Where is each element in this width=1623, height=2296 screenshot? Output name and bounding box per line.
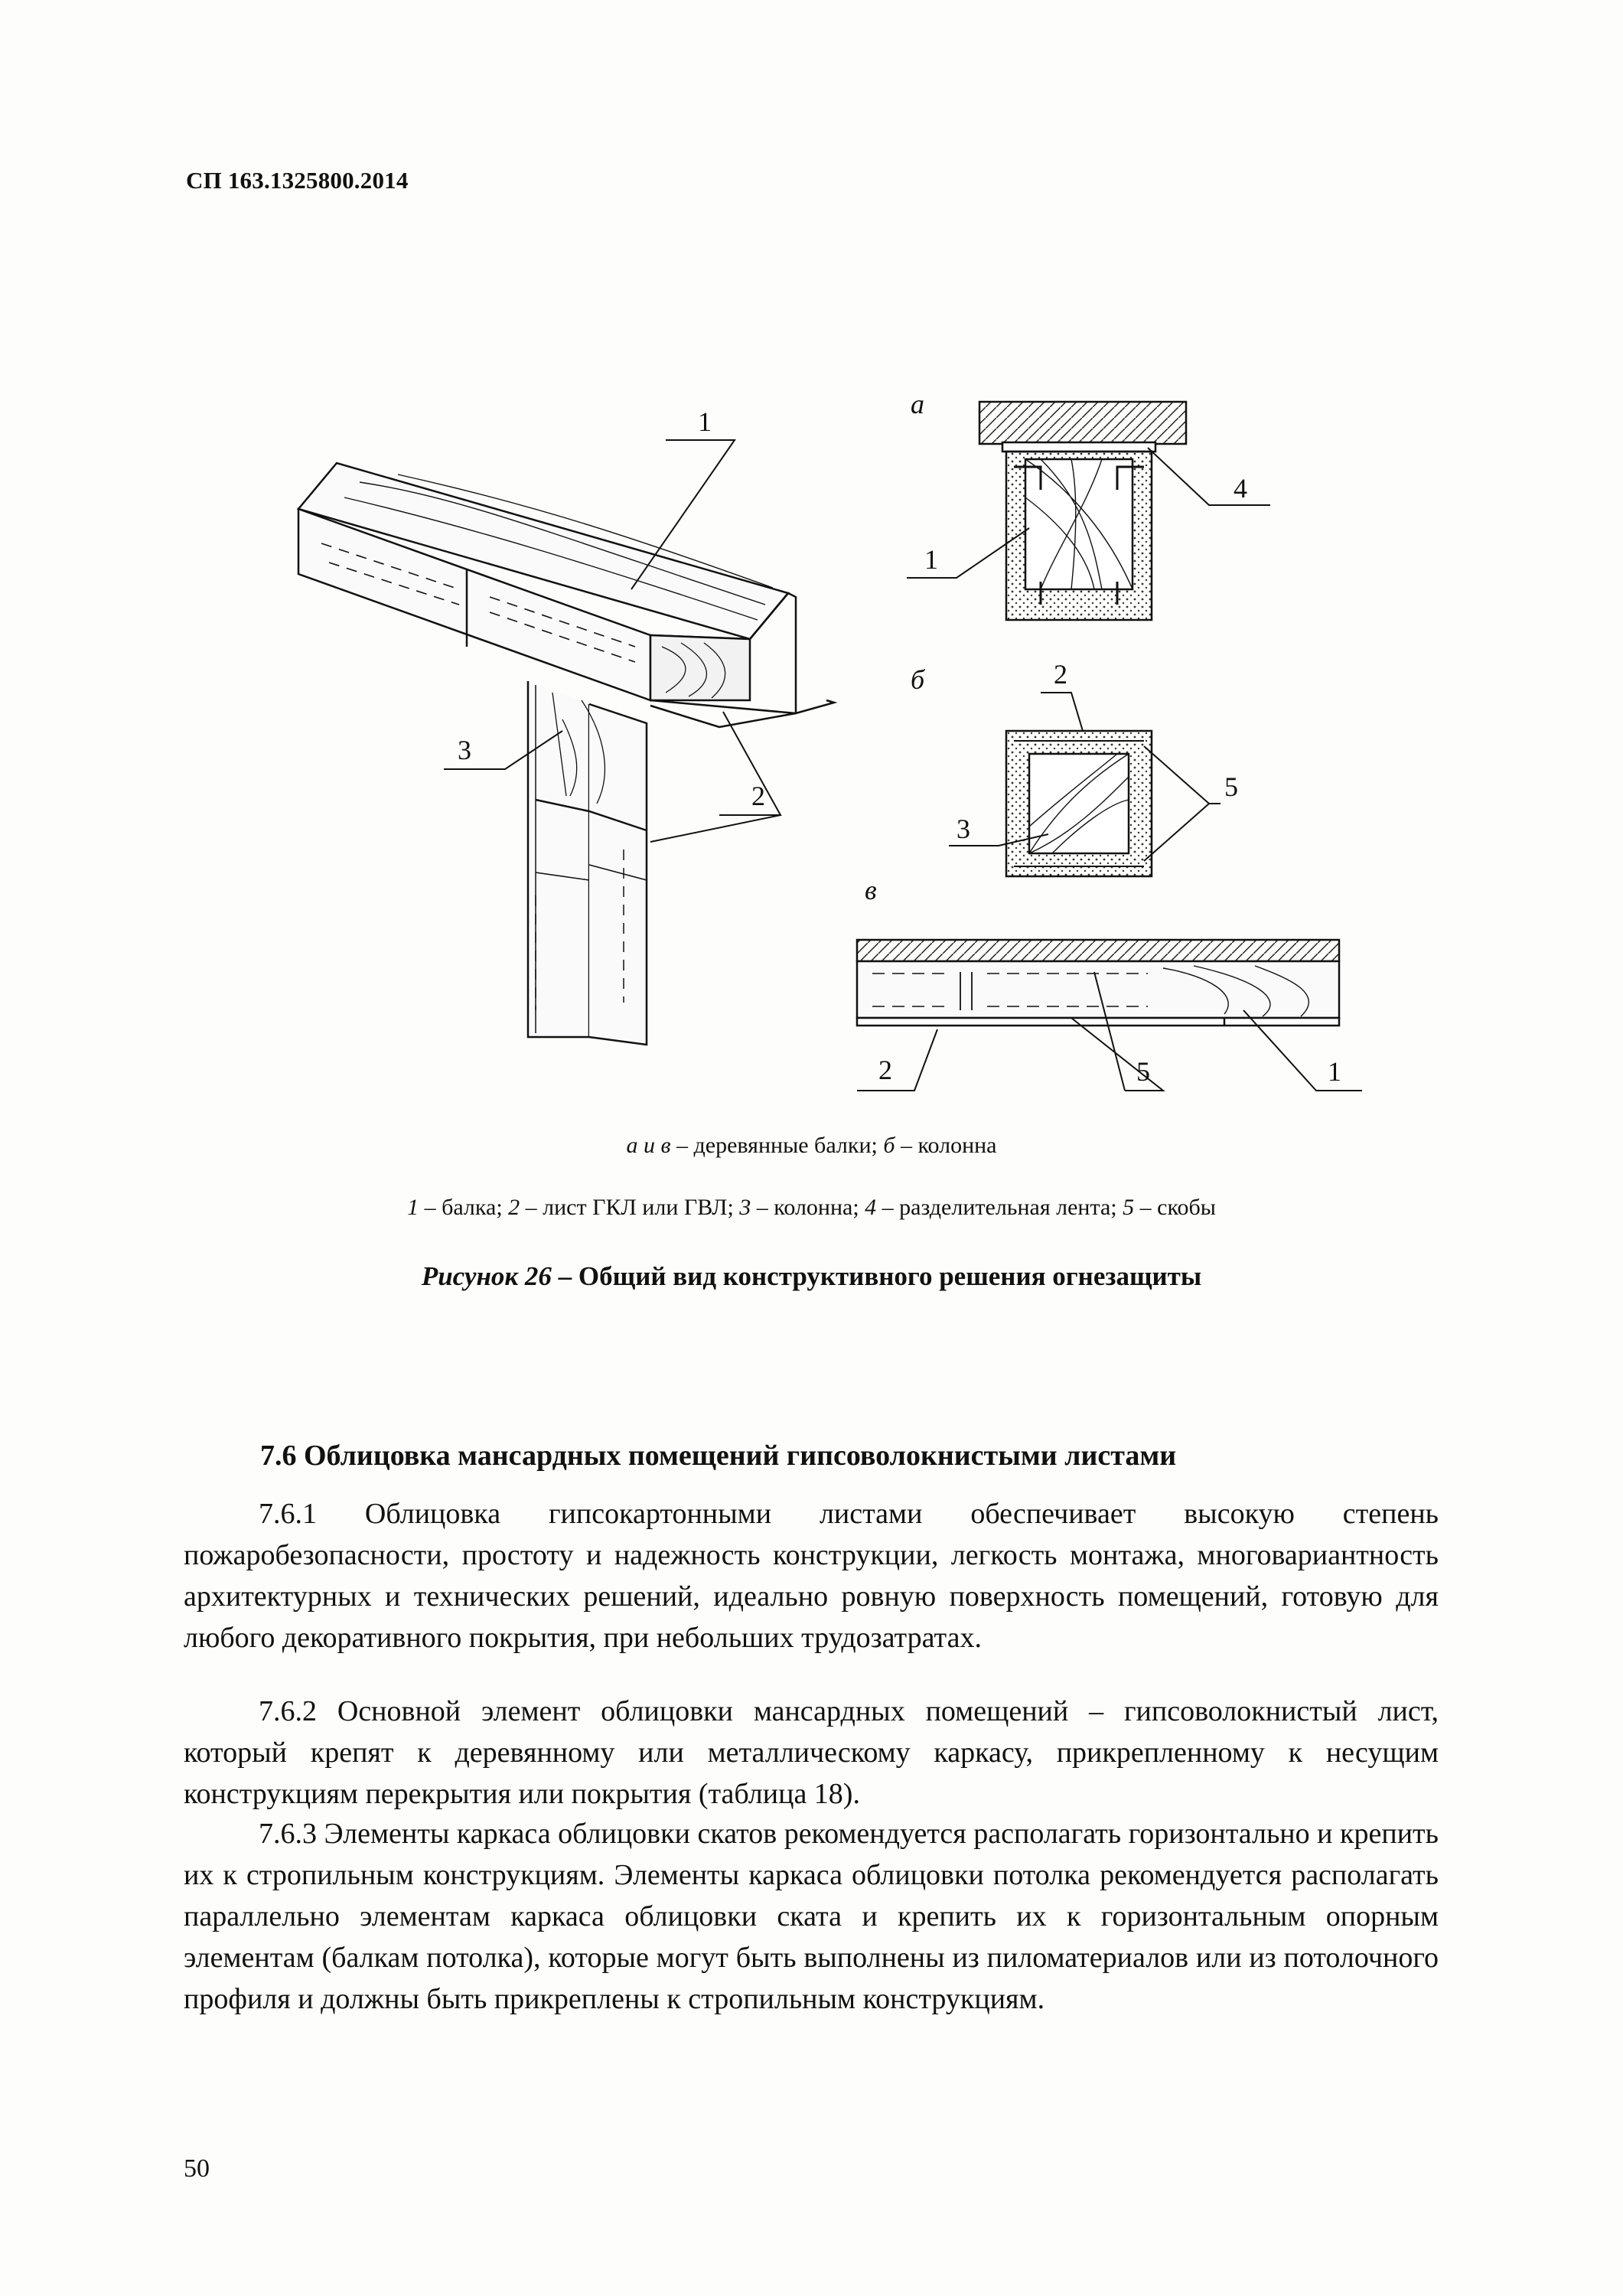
paragraph-7-6-3: 7.6.3 Элементы каркаса облицовки скатов рекомендуется располагать горизонтально и крепить их к стропильным конструкциям. Элементы каркаса облицовки потолка рекомендуется располагать параллельно элементам каркаса облицовки ската и крепить их к горизонтальным опорным элементам (балкам потолка), которые могут быть выполнены из пиломатериалов или из потолочного профиля и должны быть прикреплены к стропильным конструкциям. — [184, 1818, 1439, 2015]
subcaption-view-b: б — [883, 1133, 895, 1158]
legend-text: – разделительная лента; — [876, 1195, 1123, 1220]
paragraph-7-6-2: 7.6.2 Основной элемент облицовки мансардных помещений – гипсоволокнистый лист, который крепят к деревянному или металлическому каркасу, прикрепленному к несущим конструкциям перекрытия или покрытия (таблица 18). — [184, 1695, 1439, 1810]
figure-title-prefix: Рисунок 26 — [421, 1261, 552, 1291]
label-2-section-v: 2 — [878, 1055, 892, 1085]
label-3-section-b: 3 — [957, 814, 970, 844]
label-1-isometric: 1 — [698, 406, 712, 437]
view-a-label: а — [911, 389, 924, 419]
legend-text: – колонна; — [751, 1195, 865, 1220]
figure-subcaption — [0, 1133, 1623, 1159]
section-heading: 7.6 Облицовка мансардных помещений гипсоволокнистыми листами — [260, 1440, 1177, 1472]
paragraph-7-6-1: 7.6.1 Облицовка гипсокартонными листами обеспечивает высокую степень пожаробезопасности, простоту и надежность конструкции, легкость монтажа, многовариантность архитектурных и технических решений, идеально ровную поверхность помещений, готовую для любого декоративного покрытия, при небольших трудозатратах. — [184, 1498, 1439, 1654]
legend-num: 3 — [739, 1195, 751, 1220]
label-3-isometric: 3 — [458, 735, 471, 765]
figure-title — [0, 1261, 1623, 1292]
page-number: 50 — [184, 2154, 210, 2183]
document-code: СП 163.1325800.2014 — [186, 167, 409, 194]
label-1-section-v: 1 — [1328, 1056, 1341, 1087]
subcaption-view-b-text: – колонна — [895, 1133, 997, 1158]
legend-text: – скобы — [1134, 1195, 1216, 1220]
legend-text: – лист ГКЛ или ГВЛ; — [520, 1195, 740, 1220]
view-b-label: б — [911, 664, 925, 695]
label-4: 4 — [1234, 473, 1247, 504]
legend-text: – балка; — [419, 1195, 509, 1220]
label-5-section-v: 5 — [1136, 1056, 1150, 1087]
figure-legend — [0, 1195, 1623, 1221]
legend-num: 2 — [508, 1195, 520, 1220]
view-v-label: в — [865, 875, 877, 905]
subcaption-views-av: а и в — [626, 1133, 671, 1158]
section-b-column — [1006, 731, 1152, 876]
legend-num: 4 — [865, 1195, 877, 1220]
label-5-section-b: 5 — [1224, 771, 1238, 802]
label-2-section-b: 2 — [1054, 659, 1067, 690]
legend-num: 1 — [407, 1195, 419, 1220]
label-2-isometric: 2 — [751, 781, 765, 811]
isometric-joint-drawing — [298, 463, 834, 1045]
legend-num: 5 — [1123, 1195, 1135, 1220]
figure-title-rest: – Общий вид конструктивного решения огнезащиты — [551, 1261, 1202, 1291]
label-1-section-a: 1 — [924, 544, 938, 575]
subcaption-views-av-text: – деревянные балки; — [670, 1133, 884, 1158]
section-a-beam — [979, 402, 1186, 620]
section-v-beam — [857, 940, 1339, 1026]
